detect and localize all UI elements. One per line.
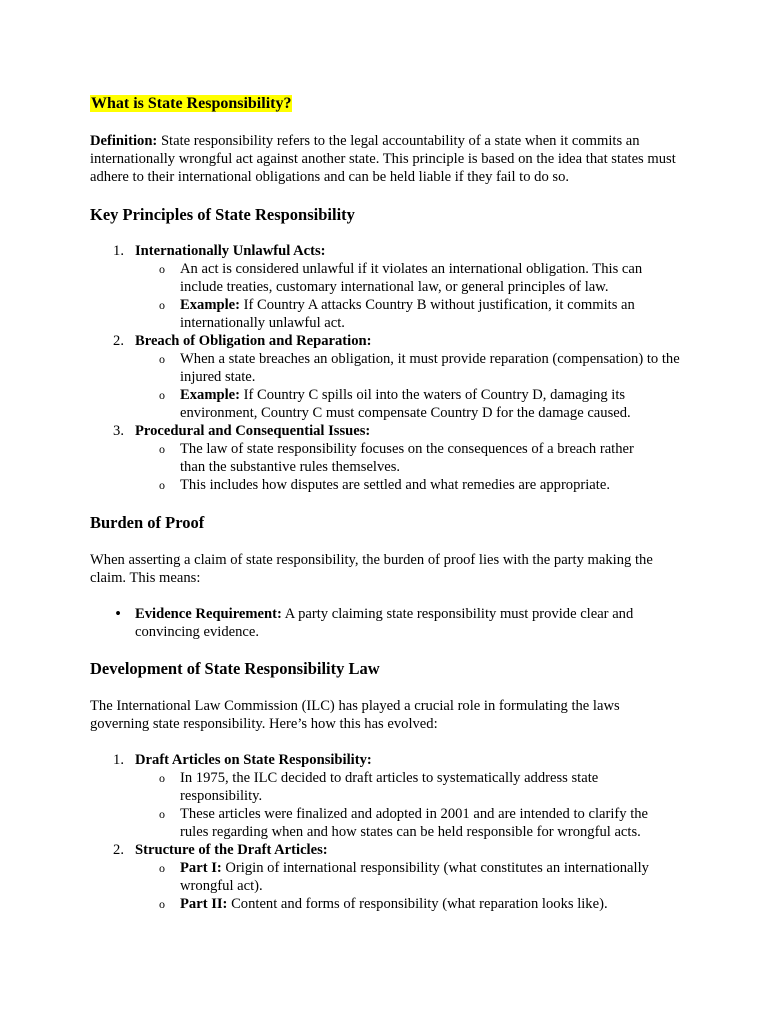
sub-list-item: The law of state responsibility focuses on the consequences of a breach rather than the substantive rules themselves.: [180, 441, 634, 475]
sub-bullet-marker: o: [159, 861, 165, 875]
sub-list-item: An act is considered unlawful if it violates an international obligation. This can include treaties, customary international law, or general principles of law.: [180, 261, 643, 295]
list-item-label: Procedural and Consequential Issues:: [135, 423, 371, 439]
list-item-label: Internationally Unlawful Acts:: [135, 243, 326, 259]
sub-bullet-marker: o: [159, 897, 165, 911]
sub-list-item: Example: If Country A attacks Country B without justification, it commits an internationally unlawful act.: [180, 297, 635, 331]
sub-list-item: When a state breaches an obligation, it must provide reparation (compensation) to the injured state.: [180, 351, 680, 385]
sub-list-item: Example: If Country C spills oil into the waters of Country D, damaging its environment, Country C must compensate Country D for the damage caused.: [180, 387, 631, 421]
definition-paragraph: [90, 132, 680, 186]
sub-bullet-marker: o: [159, 771, 165, 785]
development-heading: Development of State Responsibility Law: [90, 659, 380, 678]
sub-bullet-marker: o: [159, 298, 165, 312]
sub-bullet-marker: o: [159, 262, 165, 276]
burden-heading: Burden of Proof: [90, 513, 205, 532]
sub-list-item: Part II: Content and forms of responsibility (what reparation looks like).: [180, 896, 608, 912]
list-number: 1.: [113, 243, 124, 259]
bullet-item: Evidence Requirement: A party claiming state responsibility must provide clear and convincing evidence.: [135, 606, 634, 640]
list-number: 2.: [113, 333, 124, 349]
sub-bullet-marker: o: [159, 388, 165, 402]
evidence-label: Evidence Requirement:: [135, 606, 282, 622]
sub-list-item: These articles were finalized and adopted in 2001 and are intended to clarify the rules regarding when and how states can be held responsible for wrongful acts.: [180, 806, 649, 840]
list-number: 3.: [113, 423, 124, 439]
sub-list-item: In 1975, the ILC decided to draft articles to systematically address state responsibility.: [180, 770, 599, 804]
list-item-label: Breach of Obligation and Reparation:: [135, 333, 372, 349]
sub-bullet-marker: o: [159, 807, 165, 821]
development-intro: The International Law Commission (ILC) has played a crucial role in formulating the laws governing state responsibility. Here’s how this has evolved:: [90, 698, 620, 732]
list-number: 2.: [113, 842, 124, 858]
sub-bullet-marker: o: [159, 478, 165, 492]
list-item-label: Structure of the Draft Articles:: [135, 842, 328, 858]
sub-bullet-marker: o: [159, 352, 165, 366]
definition-text: State responsibility refers to the legal accountability of a state when it commits an internationally wrongful act against another state. This principle is based on the idea that states must adhere to their international obligations and can be held liable if they fail to do so.: [90, 133, 676, 185]
key-principles-heading: Key Principles of State Responsibility: [90, 205, 355, 224]
burden-intro: When asserting a claim of state responsibility, the burden of proof lies with the party making the claim. This means:: [90, 552, 653, 586]
bullet-marker: •: [115, 606, 121, 622]
sub-list-item: Part I: Origin of international responsibility (what constitutes an internationally wrongful act).: [180, 860, 649, 894]
list-number: 1.: [113, 752, 124, 768]
page-title-text: What is State Responsibility?: [91, 95, 292, 112]
sub-bullet-marker: o: [159, 442, 165, 456]
definition-label: Definition:: [90, 133, 158, 149]
page-title: [90, 94, 292, 114]
sub-list-item: This includes how disputes are settled and what remedies are appropriate.: [180, 477, 610, 493]
list-item-label: Draft Articles on State Responsibility:: [135, 752, 372, 768]
